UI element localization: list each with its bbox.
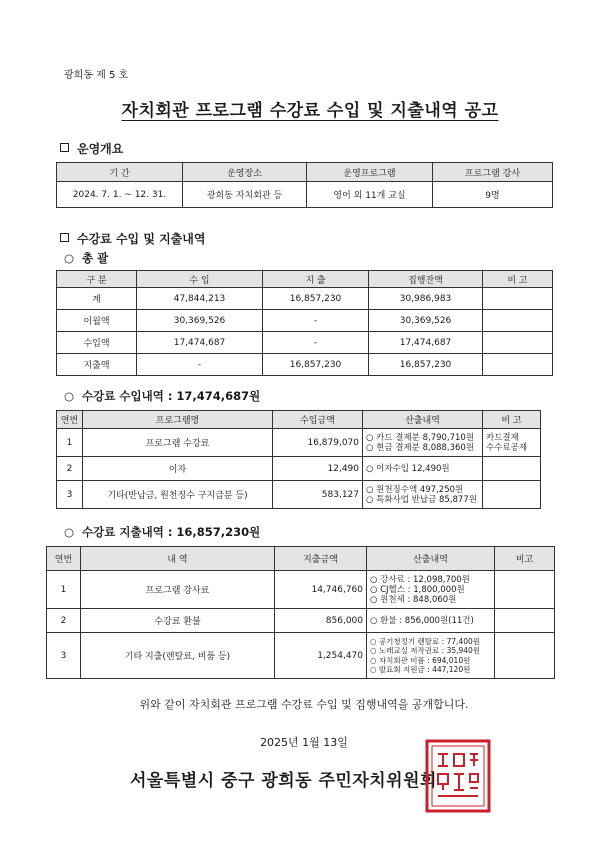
summary-cell: 17,474,687	[369, 332, 483, 354]
expense-no: 3	[47, 633, 81, 679]
summary-cell: 47,844,213	[137, 288, 263, 310]
expense-detail-line: ○ 환불 : 856,000원(11건)	[370, 615, 474, 626]
expense-header: 내 역	[81, 547, 275, 571]
operations-header: 운영프로그램	[307, 163, 433, 182]
section-finance-heading	[60, 230, 205, 247]
income-name: 이자	[83, 457, 273, 481]
table-row	[57, 354, 553, 376]
summary-cell: 16,857,230	[369, 354, 483, 376]
expense-detail-line: ○ 발표회 지원금 : 447,120원	[370, 665, 471, 674]
income-amount: 16,879,070	[273, 429, 363, 457]
summary-cell: 30,369,526	[369, 310, 483, 332]
income-table	[56, 410, 541, 509]
expense-header: 연번	[47, 547, 81, 571]
expense-name: 수강료 환불	[81, 609, 275, 633]
expense-detail-line: ○ 원천세 : 848,060원	[370, 594, 457, 605]
summary-cell: 수입액	[57, 332, 137, 354]
summary-header: 구 분	[57, 271, 137, 288]
income-detail-line: ○ 원천징수액 497,250원	[366, 484, 464, 495]
summary-cell: 이월액	[57, 310, 137, 332]
circle-bullet-icon: ○	[64, 389, 75, 403]
income-detail-line: ○ 현금 결제분 8,088,360원	[366, 442, 475, 453]
square-bullet-icon	[60, 233, 69, 242]
disclosure-notice: 위와 같이 자치회관 프로그램 수강료 수입 및 집행내역을 공개합니다.	[139, 698, 469, 711]
income-header: 산출내역	[363, 411, 483, 429]
expense-amount: 14,746,760	[275, 571, 367, 609]
table-row	[57, 457, 541, 481]
document-number: 광희동 제 5 호	[64, 70, 129, 81]
summary-header: 집행잔액	[369, 271, 483, 288]
table-row	[57, 310, 553, 332]
summary-cell: -	[263, 310, 369, 332]
table-row	[57, 481, 541, 509]
operations-header: 운영장소	[183, 163, 307, 182]
expense-name: 프로그램 강사료	[81, 571, 275, 609]
income-header: 수입금액	[273, 411, 363, 429]
square-bullet-icon	[60, 143, 69, 152]
income-amount: 12,490	[273, 457, 363, 481]
summary-cell: 16,857,230	[263, 288, 369, 310]
summary-cell: 16,857,230	[263, 354, 369, 376]
income-note-line: 수수료공제	[486, 442, 528, 453]
expense-table	[46, 546, 555, 679]
income-detail-line: ○ 카드 결제분 8,790,710원	[366, 432, 475, 443]
operations-period: 2024. 7. 1. ~ 12. 31.	[57, 182, 183, 208]
operations-header: 프로그램 강사	[433, 163, 553, 182]
expense-header: 산출내역	[367, 547, 495, 571]
expense-header: 비고	[495, 547, 555, 571]
summary-heading	[64, 250, 108, 266]
operations-programs: 영어 외 11개 교실	[307, 182, 433, 208]
summary-header: 지 출	[263, 271, 369, 288]
summary-cell	[483, 288, 553, 310]
table-row	[47, 571, 555, 609]
expense-detail-line: ○ CJ헬스 : 1,800,000원	[370, 584, 465, 595]
expense-amount: 856,000	[275, 609, 367, 633]
operations-table	[56, 162, 553, 208]
income-note-line: 카드결제	[486, 432, 519, 443]
operations-location: 광희동 자치회관 등	[183, 182, 307, 208]
section-operations-title: 운영개요	[77, 142, 124, 156]
expense-title: 수강료 지출내역 : 16,857,230원	[82, 525, 261, 539]
income-amount: 583,127	[273, 481, 363, 509]
expense-detail-line: ○ 노래교실 저작권료 : 35,940원	[370, 646, 481, 655]
summary-cell	[483, 354, 553, 376]
table-row	[47, 633, 555, 679]
operations-instructors: 9명	[433, 182, 553, 208]
summary-cell: -	[263, 332, 369, 354]
table-row	[57, 288, 553, 310]
income-header: 프로그램명	[83, 411, 273, 429]
expense-header: 지출금액	[275, 547, 367, 571]
income-detail-line: ○ 이자수입 12,490원	[366, 463, 450, 474]
summary-cell: 지출액	[57, 354, 137, 376]
expense-detail-line: ○ 공기청정기 렌탈료 : 77,400원	[370, 636, 481, 646]
expense-detail-line: ○ 강사료 : 12,098,700원	[370, 574, 470, 585]
table-row	[47, 609, 555, 633]
summary-title: 총 괄	[82, 251, 109, 265]
summary-cell: 30,369,526	[137, 310, 263, 332]
summary-table	[56, 270, 553, 376]
expense-no: 2	[47, 609, 81, 633]
summary-cell: 30,986,983	[369, 288, 483, 310]
income-title: 수강료 수입내역 : 17,474,687원	[82, 389, 261, 403]
income-header: 연번	[57, 411, 83, 429]
summary-header: 수 입	[137, 271, 263, 288]
expense-detail-line: ○ 자치회관 비품 : 694,010원	[370, 655, 471, 665]
income-no: 3	[57, 481, 83, 509]
table-row	[57, 429, 541, 457]
expense-amount: 1,254,470	[275, 633, 367, 679]
income-name: 기타(반납금, 원천징수 구지급분 등)	[83, 481, 273, 509]
official-seal	[424, 738, 492, 814]
summary-cell: 17,474,687	[137, 332, 263, 354]
income-no: 1	[57, 429, 83, 457]
income-heading	[64, 388, 260, 404]
summary-header: 비 고	[483, 271, 553, 288]
expense-no: 1	[47, 571, 81, 609]
expense-heading	[64, 524, 260, 540]
issuer-name: 서울특별시 중구 광희동 주민자치위원회	[130, 771, 437, 791]
summary-cell	[483, 310, 553, 332]
table-row	[57, 332, 553, 354]
income-no: 2	[57, 457, 83, 481]
operations-header: 기 간	[57, 163, 183, 182]
income-detail-line: ○ 특화사업 반납금 85,877원	[366, 494, 477, 505]
income-name: 프로그램 수강료	[83, 429, 273, 457]
circle-bullet-icon: ○	[64, 251, 75, 265]
circle-bullet-icon: ○	[64, 525, 75, 539]
summary-cell: 계	[57, 288, 137, 310]
document-title: 자치회관 프로그램 수강료 수입 및 지출내역 공고	[121, 101, 499, 121]
income-header: 비 고	[483, 411, 541, 429]
summary-cell	[483, 332, 553, 354]
expense-name: 기타 지출(렌탈료, 비품 등)	[81, 633, 275, 679]
summary-cell: -	[137, 354, 263, 376]
issue-date: 2025년 1월 13일	[260, 736, 348, 749]
section-finance-title: 수강료 수입 및 지출내역	[77, 232, 206, 246]
section-operations-heading	[60, 140, 123, 157]
